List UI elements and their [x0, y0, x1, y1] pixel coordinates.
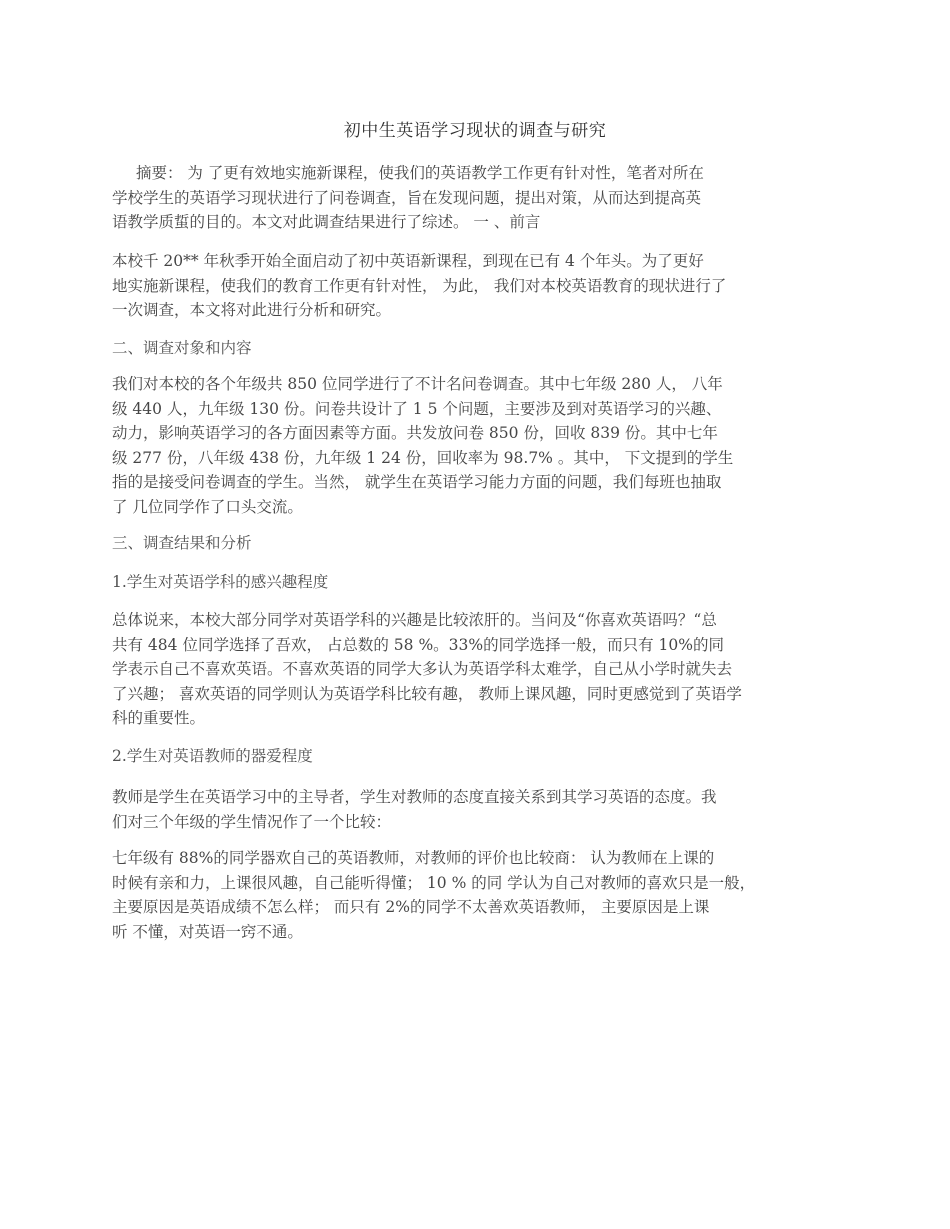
intro-paragraph: [112, 249, 857, 323]
intro-line: 一次调查，本文将对此进行分析和研究。: [112, 301, 392, 319]
section2-line: 级 440 人，九年级 130 份。问卷共设计了 1 5 个问题，主要涉及到对英语学习的兴趣、: [112, 399, 722, 418]
section2-line: 级 277 份，八年级 438 份，九年级 1 24 份，回收率为 98.7% 。其中， 下文提到的学生: [112, 448, 734, 467]
sub1-line: 科的重要性。: [112, 709, 206, 727]
section2-line: 我们对本校的各个年级共 850 位同学进行了不计名问卷调查。其中七年级 280 人， 八年: [112, 375, 723, 393]
sub1-line: 共有 484 位同学选择了吾欢， 占总数的 58 %。33%的同学选择一般，而只有 10%的同: [112, 635, 725, 654]
sub2-line: 听 不懂，对英语一窍不通。: [112, 922, 303, 941]
abstract-paragraph: [112, 161, 857, 235]
sub2-line: 教师是学生在英语学习中的主导者，学生对教师的态度直接关系到其学习英语的态度。我: [112, 788, 717, 806]
section-heading-2: 二、调查对象和内容: [112, 339, 252, 357]
section-heading-3: 三、调查结果和分析: [112, 534, 252, 552]
sub2-line: 主要原因是英语成绩不怎么样； 而只有 2%的同学不太善欢英语教师， 主要原因是上课: [112, 898, 710, 916]
intro-line: 地实施新课程，使我们的教育工作更有针对性， 为此， 我们对本校英语教育的现状进行了: [112, 276, 727, 295]
section2-line: 动力，影响英语学习的各方面因素等方面。共发放问卷 850 份，回收 839 份。其中七年: [112, 424, 718, 442]
subsection-heading-1: 1.学生对英语学科的感兴趣程度: [112, 573, 329, 591]
abstract-line: 学校学生的英语学习现状进行了问卷调查，旨在发现问题，提出对策，从而达到提高英: [112, 188, 702, 207]
sub1-line: 了兴趣； 喜欢英语的同学则认为英语学科比较有趣， 教师上课风趣，同时更感觉到了英语学: [112, 684, 742, 703]
sub1-line: 学表示自己不喜欢英语。不喜欢英语的同学大多认为英语学科太难学，自己从小学时就失去: [112, 660, 733, 678]
abstract-line: 语教学质蜇的目的。本文对此调查结果进行了综述。 一 、前言: [112, 213, 541, 231]
sub1-line: 总体说来，本校大部分同学对英语学科的兴趣是比较浓肝的。当问及“你喜欢英语吗？“总: [112, 611, 717, 629]
sub2-line: 们对三个年级的学生情况作了一个比较：: [112, 812, 392, 831]
sub2-paragraph-2: [112, 846, 857, 944]
sub2-line: 七年级有 88%的同学器欢自己的英语教师，对教师的评价也比较商： 认为教师在上课的: [112, 849, 715, 867]
sub2-paragraph-1: [112, 785, 857, 834]
section2-paragraph: [112, 372, 857, 519]
sub1-paragraph: [112, 608, 857, 731]
abstract-line: 摘要： 为 了更有效地实施新课程，使我们的英语教学工作更有针对性，笔者对所在: [136, 164, 704, 182]
subsection-heading-2: 2.学生对英语教师的器爱程度: [112, 747, 313, 765]
intro-line: 本校千 20** 年秋季开始全面启动了初中英语新课程，到现在已有 4 个年头。为了更好: [112, 252, 704, 270]
document-title: 初中生英语学习现状的调查与研究: [343, 121, 607, 141]
section2-line: 指的是接受问卷调查的学生。当然， 就学生在英语学习能力方面的问题，我们每班也抽取: [112, 473, 722, 491]
sub2-line: 时候有亲和力，上课很风趣，自己能听得懂； 10 % 的同 学认为自己对教师的喜欢只是一般，: [112, 873, 756, 892]
section2-line: 了 几位同学作了口头交流。: [112, 497, 303, 516]
